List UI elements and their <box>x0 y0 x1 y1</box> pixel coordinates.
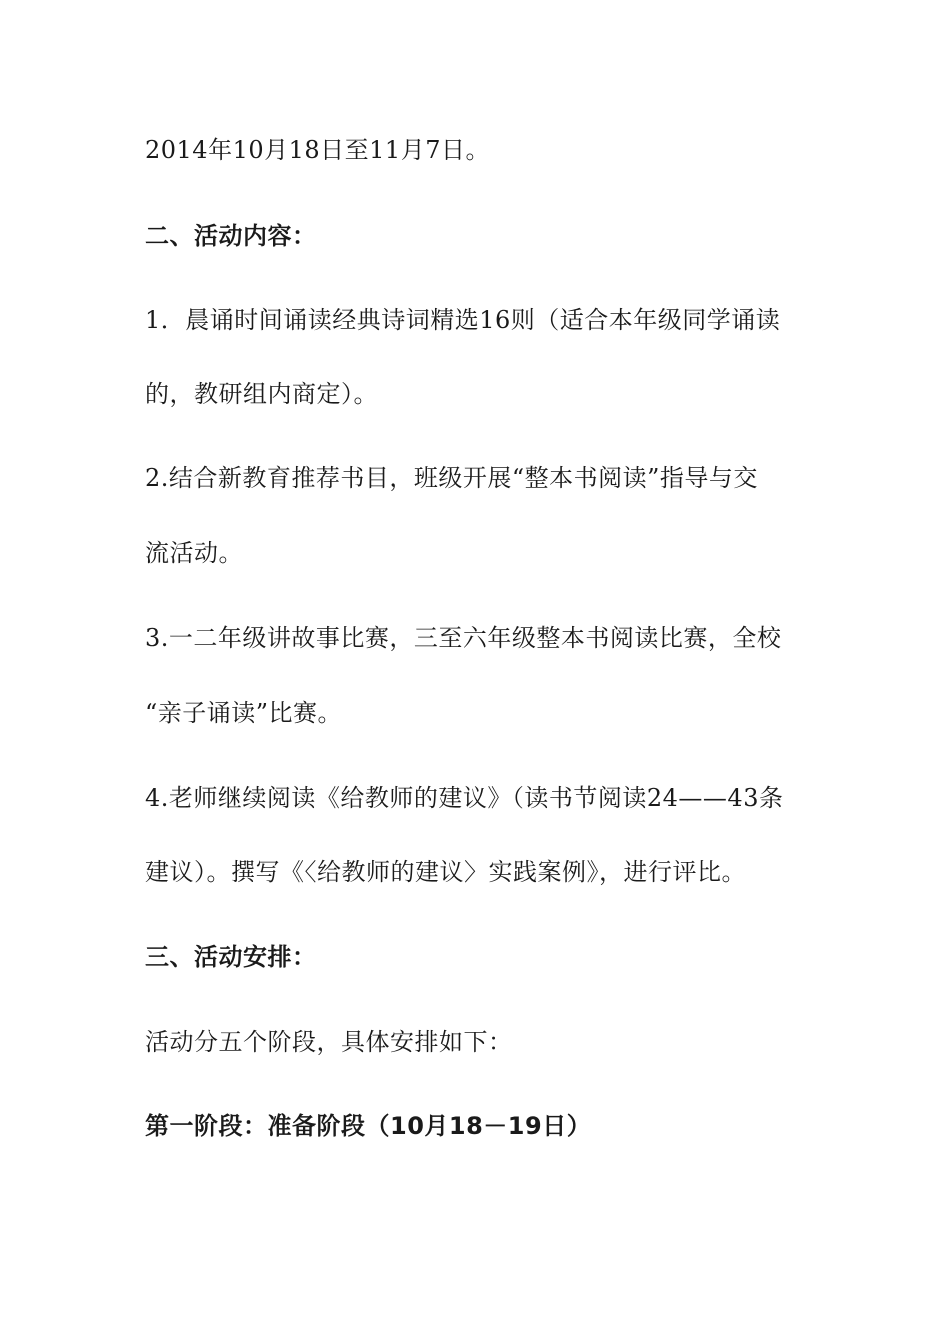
item-4-line-2: 建议）。撰写《〈给教师的建议〉实践案例》，进行评比。 <box>145 858 746 886</box>
phase-1-heading: 第一阶段：准备阶段（10月18－19日） <box>145 1112 592 1140</box>
item-2-line-1: 2.结合新教育推荐书目，班级开展“整本书阅读”指导与交 <box>145 464 758 492</box>
item-1-line-1: 1．晨诵时间诵读经典诗词精选16则（适合本年级同学诵读 <box>145 306 781 334</box>
item-2-line-2: 流活动。 <box>145 539 243 567</box>
item-3-line-2: “亲子诵读”比赛。 <box>145 699 343 727</box>
item-4-line-1: 4.老师继续阅读《给教师的建议》（读书节阅读24——43条 <box>145 784 784 812</box>
date-range-line: 2014年10月18日至11月7日。 <box>145 136 490 164</box>
schedule-intro: 活动分五个阶段，具体安排如下： <box>145 1028 513 1056</box>
item-3-line-1: 3.一二年级讲故事比赛，三至六年级整本书阅读比赛，全校 <box>145 624 782 652</box>
section-heading-activity-content: 二、活动内容： <box>145 222 317 250</box>
section-heading-activity-schedule: 三、活动安排： <box>145 943 317 971</box>
item-1-line-2: 的，教研组内商定）。 <box>145 380 378 408</box>
